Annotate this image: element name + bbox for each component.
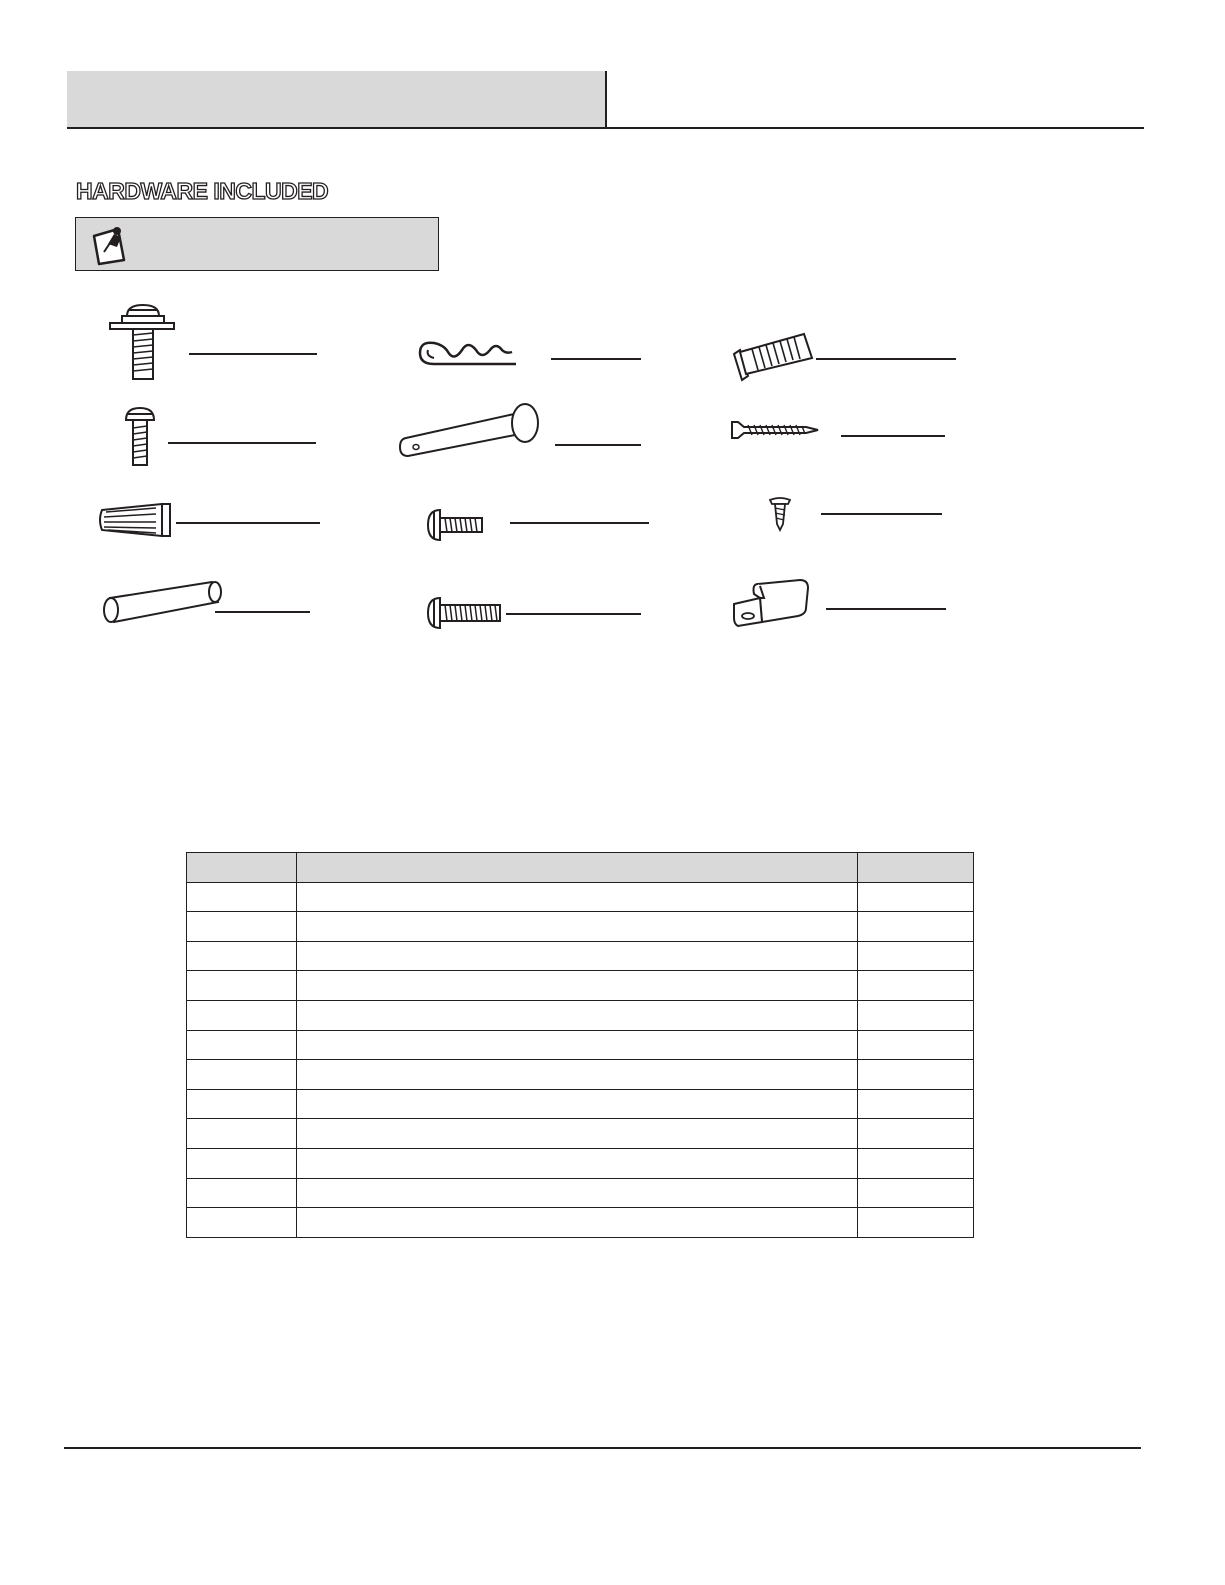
cell-description	[297, 1208, 858, 1238]
long-screw-icon	[426, 596, 504, 630]
wire-nut-icon	[96, 502, 178, 538]
cell-description	[297, 912, 858, 942]
table-row	[187, 1148, 974, 1178]
cell-quantity	[858, 971, 974, 1001]
cell-part	[187, 1119, 297, 1149]
cell-part	[187, 1178, 297, 1208]
cell-description	[297, 1089, 858, 1119]
table-header-row	[187, 853, 974, 883]
label-line	[841, 435, 945, 437]
label-line	[555, 444, 641, 446]
screw-washer-icon	[108, 300, 178, 382]
table-row	[187, 1000, 974, 1030]
bracket-icon	[730, 578, 812, 630]
cell-quantity	[858, 1148, 974, 1178]
dowel-pin-icon	[100, 578, 224, 628]
label-line	[821, 513, 942, 515]
section-title: HARDWARE INCLUDED	[76, 178, 329, 204]
table-row	[187, 971, 974, 1001]
cell-description	[297, 1060, 858, 1090]
cell-quantity	[858, 1208, 974, 1238]
header-part	[187, 853, 297, 883]
cell-description	[297, 1030, 858, 1060]
table-row	[187, 1178, 974, 1208]
label-line	[176, 522, 320, 524]
cell-quantity	[858, 1089, 974, 1119]
label-line	[168, 442, 316, 444]
label-line	[189, 353, 317, 355]
cell-part	[187, 971, 297, 1001]
footer-rule	[64, 1447, 1141, 1449]
cell-quantity	[858, 941, 974, 971]
cell-quantity	[858, 882, 974, 912]
header-description	[297, 853, 858, 883]
label-line	[506, 613, 641, 615]
cell-part	[187, 1148, 297, 1178]
note-pin-icon	[90, 222, 132, 266]
cell-quantity	[858, 1030, 974, 1060]
machine-screw-icon	[122, 406, 158, 468]
cell-description	[297, 1000, 858, 1030]
table-row	[187, 1089, 974, 1119]
label-line	[816, 358, 956, 360]
small-screw-icon	[426, 508, 486, 542]
table-row	[187, 941, 974, 971]
table-row	[187, 1030, 974, 1060]
cell-quantity	[858, 912, 974, 942]
note-box	[75, 217, 439, 271]
cell-description	[297, 1148, 858, 1178]
table-row	[187, 882, 974, 912]
table-row	[187, 912, 974, 942]
label-line	[215, 611, 310, 613]
tiny-screw-icon	[768, 496, 792, 532]
cell-part	[187, 1000, 297, 1030]
cell-description	[297, 971, 858, 1001]
cell-part	[187, 941, 297, 971]
cell-description	[297, 1119, 858, 1149]
cell-quantity	[858, 1000, 974, 1030]
cell-part	[187, 1060, 297, 1090]
table-row	[187, 1119, 974, 1149]
clevis-pin-icon	[396, 402, 544, 460]
label-line	[510, 522, 649, 524]
header-rule	[67, 127, 1144, 129]
flange-bolt-icon	[732, 330, 816, 382]
wood-screw-icon	[730, 418, 820, 442]
cell-part	[187, 882, 297, 912]
cell-quantity	[858, 1178, 974, 1208]
cell-quantity	[858, 1119, 974, 1149]
hairpin-clip-icon	[416, 334, 522, 370]
cell-description	[297, 941, 858, 971]
header-title-band	[67, 71, 606, 128]
label-line	[826, 608, 946, 610]
cell-description	[297, 1178, 858, 1208]
cell-part	[187, 1208, 297, 1238]
table-row	[187, 1060, 974, 1090]
header-quantity	[858, 853, 974, 883]
cell-part	[187, 1089, 297, 1119]
cell-quantity	[858, 1060, 974, 1090]
hardware-table	[186, 852, 974, 1238]
cell-part	[187, 912, 297, 942]
cell-part	[187, 1030, 297, 1060]
label-line	[551, 358, 641, 360]
header-divider	[605, 71, 607, 129]
cell-description	[297, 882, 858, 912]
table-row	[187, 1208, 974, 1238]
